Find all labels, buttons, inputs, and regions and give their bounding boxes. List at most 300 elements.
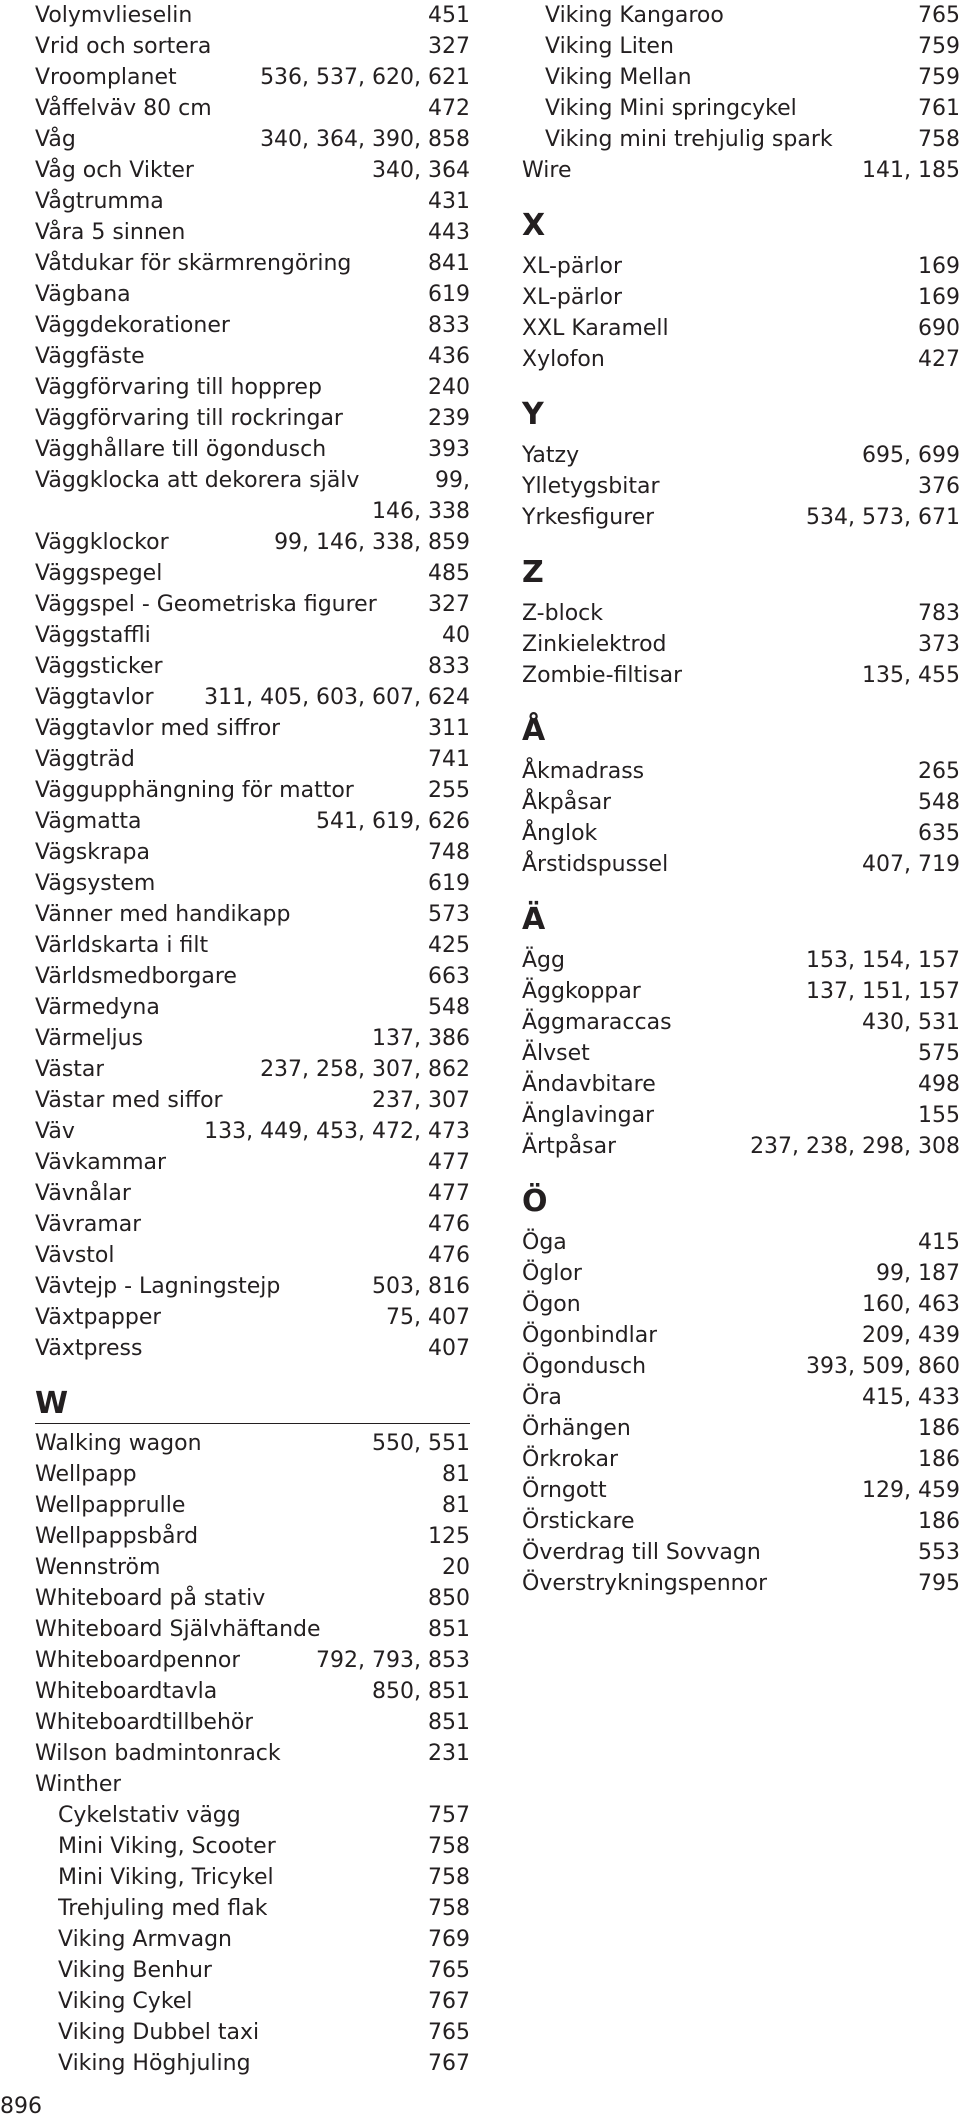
index-subentry <box>522 62 960 93</box>
entry-term: Väggspegel <box>35 561 163 586</box>
index-entry <box>522 849 960 880</box>
index-entry <box>35 1769 470 1800</box>
entry-term: Viking Kangaroo <box>545 3 724 28</box>
entry-term: Vägghållare till ögondusch <box>35 437 327 462</box>
entry-term: Väggspel - Geometriska figurer <box>35 592 377 617</box>
entry-page-numbers: 99, 146, 338, 859 <box>274 530 470 555</box>
entry-page-numbers: 436 <box>428 344 470 369</box>
entry-page-numbers: 485 <box>428 561 470 586</box>
entry-term: Mini Viking, Tricykel <box>58 1865 274 1890</box>
entry-term: Väggdekorationer <box>35 313 230 338</box>
entry-term: Väggfäste <box>35 344 145 369</box>
entry-term: Trehjuling med flak <box>58 1896 268 1921</box>
entry-page-numbers: 99, 187 <box>876 1261 960 1286</box>
index-entry <box>35 837 470 868</box>
entry-term: Väv <box>35 1119 75 1144</box>
entry-term: Winther <box>35 1772 122 1797</box>
entry-term: Öga <box>522 1230 567 1255</box>
entry-term: Ånglok <box>522 821 598 846</box>
section-letter-heading: Y <box>522 397 544 432</box>
entry-term: Vågtrumma <box>35 189 164 214</box>
entry-term: Väggklocka att dekorera själv <box>35 468 360 493</box>
entry-term: Vägsystem <box>35 871 156 896</box>
entry-page-numbers: 153, 154, 157 <box>806 948 960 973</box>
entry-term: Xylofon <box>522 347 605 372</box>
index-entry <box>522 1475 960 1506</box>
entry-term: Ögondusch <box>522 1354 647 1379</box>
entry-page-numbers: 137, 151, 157 <box>806 979 960 1004</box>
entry-term: Wennström <box>35 1555 161 1580</box>
entry-page-numbers: 133, 449, 453, 472, 473 <box>204 1119 470 1144</box>
index-entry <box>522 1537 960 1568</box>
entry-term: Vävnålar <box>35 1181 131 1206</box>
entry-page-numbers: 311 <box>428 716 470 741</box>
entry-page-numbers: 427 <box>918 347 960 372</box>
entry-term: Väggstaffli <box>35 623 151 648</box>
entry-term: Väggsticker <box>35 654 163 679</box>
index-entry <box>35 1676 470 1707</box>
entry-page-numbers: 841 <box>428 251 470 276</box>
index-entry <box>35 620 470 651</box>
entry-page-numbers: 548 <box>918 790 960 815</box>
index-entry <box>35 682 470 713</box>
entry-term: Whiteboard Självhäftande <box>35 1617 321 1642</box>
entry-page-numbers: 135, 455 <box>862 663 960 688</box>
index-entry <box>522 1289 960 1320</box>
index-entry-list <box>522 440 960 533</box>
entry-term: Vroomplanet <box>35 65 177 90</box>
entry-page-numbers: 393 <box>428 437 470 462</box>
entry-page-numbers: 75, 407 <box>386 1305 470 1330</box>
index-subentry <box>522 31 960 62</box>
entry-page-numbers: 255 <box>428 778 470 803</box>
entry-term: Vägbana <box>35 282 131 307</box>
entry-term: Yatzy <box>522 443 580 468</box>
index-subentry <box>522 124 960 155</box>
index-entry <box>522 1069 960 1100</box>
entry-term: Z-block <box>522 601 603 626</box>
index-entry <box>35 899 470 930</box>
entry-page-numbers: 376 <box>918 474 960 499</box>
entry-term: Årstidspussel <box>522 852 669 877</box>
entry-term: Whiteboardpennor <box>35 1648 241 1673</box>
index-entry <box>35 0 470 31</box>
entry-term: Wellpappsbård <box>35 1524 199 1549</box>
index-entry-list <box>522 251 960 375</box>
entry-term: Våra 5 sinnen <box>35 220 186 245</box>
entry-page-numbers: 850 <box>428 1586 470 1611</box>
entry-term: Mini Viking, Scooter <box>58 1834 276 1859</box>
index-entry-list <box>35 1428 470 2079</box>
entry-term: Walking wagon <box>35 1431 202 1456</box>
entry-term: Vävtejp - Lagningstejp <box>35 1274 281 1299</box>
entry-term: Viking Höghjuling <box>58 2051 251 2076</box>
index-entry <box>35 1054 470 1085</box>
entry-term: Wire <box>522 158 572 183</box>
entry-term: Våg och Vikter <box>35 158 194 183</box>
entry-term: Ärtpåsar <box>522 1134 617 1159</box>
entry-page-numbers: 792, 793, 853 <box>316 1648 470 1673</box>
entry-page-numbers: 757 <box>428 1803 470 1828</box>
entry-page-numbers: 373 <box>918 632 960 657</box>
index-entry <box>522 1382 960 1413</box>
section-letter-heading: Ä <box>522 902 546 937</box>
entry-term: Åkmadrass <box>522 759 645 784</box>
entry-term: Överdrag till Sovvagn <box>522 1540 761 1565</box>
index-entry <box>35 248 470 279</box>
entry-page-numbers: 81 <box>442 1462 470 1487</box>
entry-term: Viking Liten <box>545 34 674 59</box>
index-entry <box>35 434 470 465</box>
index-entry <box>522 660 960 691</box>
entry-page-numbers: 758 <box>428 1834 470 1859</box>
entry-page-numbers: 125 <box>428 1524 470 1549</box>
entry-page-numbers: 765 <box>428 1958 470 1983</box>
index-subentry <box>35 1924 470 1955</box>
index-entry <box>522 1320 960 1351</box>
entry-page-numbers: 472 <box>428 96 470 121</box>
entry-page-numbers: 741 <box>428 747 470 772</box>
entry-page-numbers: 340, 364, 390, 858 <box>260 127 470 152</box>
index-entry <box>35 1428 470 1459</box>
section-letter-heading: Z <box>522 555 544 590</box>
index-subentry <box>522 0 960 31</box>
index-entry <box>35 1738 470 1769</box>
entry-term: Världskarta i filt <box>35 933 209 958</box>
section-letter-heading: W <box>35 1383 470 1424</box>
entry-page-numbers: 160, 463 <box>862 1292 960 1317</box>
entry-term: Yrkesfigurer <box>522 505 655 530</box>
entry-page-numbers: 783 <box>918 601 960 626</box>
index-subentry <box>35 2048 470 2079</box>
entry-page-numbers: 769 <box>428 1927 470 1952</box>
entry-page-numbers: 340, 364 <box>372 158 470 183</box>
entry-term: Whiteboardtillbehör <box>35 1710 254 1735</box>
index-entry <box>522 976 960 1007</box>
entry-page-numbers: 430, 531 <box>862 1010 960 1035</box>
entry-term: Whiteboard på stativ <box>35 1586 266 1611</box>
entry-term: Viking Mini springcykel <box>545 96 797 121</box>
entry-page-numbers: 20 <box>442 1555 470 1580</box>
entry-page-numbers: 237, 258, 307, 862 <box>260 1057 470 1082</box>
entry-page-numbers: 503, 816 <box>372 1274 470 1299</box>
index-entry <box>35 310 470 341</box>
entry-term: Wellpapprulle <box>35 1493 186 1518</box>
index-entry-list <box>522 1227 960 1599</box>
entry-term: Whiteboardtavla <box>35 1679 218 1704</box>
entry-page-numbers: 765 <box>428 2020 470 2045</box>
entry-term: Väggklockor <box>35 530 169 555</box>
index-entry <box>35 217 470 248</box>
entry-term: Värmedyna <box>35 995 160 1020</box>
entry-page-numbers: 311, 405, 603, 607, 624 <box>204 685 470 710</box>
entry-term: Åkpåsar <box>522 790 612 815</box>
entry-page-numbers: 393, 509, 860 <box>806 1354 960 1379</box>
section-letter-heading: Ö <box>522 1184 548 1219</box>
index-entry <box>35 1302 470 1333</box>
index-entry <box>35 1614 470 1645</box>
index-entry <box>35 868 470 899</box>
index-entry <box>35 651 470 682</box>
index-entry <box>35 1023 470 1054</box>
entry-page-numbers: 141, 185 <box>862 158 960 183</box>
entry-term: Överstrykningspennor <box>522 1571 768 1596</box>
entry-page-numbers: 553 <box>918 1540 960 1565</box>
index-entry <box>35 403 470 434</box>
index-entry <box>35 1707 470 1738</box>
entry-page-numbers: 415 <box>918 1230 960 1255</box>
entry-term: Ylletygsbitar <box>522 474 660 499</box>
index-section <box>522 710 960 880</box>
index-entry <box>35 1085 470 1116</box>
entry-term: Viking Cykel <box>58 1989 193 2014</box>
index-entry-list <box>522 756 960 880</box>
entry-page-numbers: 425 <box>428 933 470 958</box>
entry-page-numbers: 695, 699 <box>862 443 960 468</box>
entry-term: Ögon <box>522 1292 581 1317</box>
index-entry <box>522 1506 960 1537</box>
entry-page-numbers: 407, 719 <box>862 852 960 877</box>
entry-term: Zinkielektrod <box>522 632 667 657</box>
entry-term: Viking Armvagn <box>58 1927 232 1952</box>
entry-page-numbers: 209, 439 <box>862 1323 960 1348</box>
entry-term: Väggtavlor <box>35 685 154 710</box>
entry-term: Vrid och sortera <box>35 34 212 59</box>
entry-page-numbers: 541, 619, 626 <box>316 809 470 834</box>
entry-page-numbers: 536, 537, 620, 621 <box>260 65 470 90</box>
entry-term: Cykelstativ vägg <box>58 1803 241 1828</box>
entry-term: Västar <box>35 1057 105 1082</box>
entry-term: Ägg <box>522 948 565 973</box>
index-entry <box>35 1645 470 1676</box>
section-letter-heading: X <box>522 208 546 243</box>
index-entry <box>522 471 960 502</box>
index-entry <box>522 629 960 660</box>
entry-term: Vägmatta <box>35 809 142 834</box>
index-entry <box>35 713 470 744</box>
entry-term: Vägskrapa <box>35 840 150 865</box>
index-entry <box>35 1240 470 1271</box>
index-entry-list <box>522 0 960 186</box>
entry-term: Väggförvaring till rockringar <box>35 406 343 431</box>
entry-term: Volymvlieselin <box>35 3 193 28</box>
index-subentry <box>35 1800 470 1831</box>
entry-page-numbers: 748 <box>428 840 470 865</box>
entry-term: XXL Karamell <box>522 316 669 341</box>
entry-page-numbers: 186 <box>918 1447 960 1472</box>
index-entry <box>522 502 960 533</box>
entry-term: Änglavingar <box>522 1103 655 1128</box>
entry-term: Öglor <box>522 1261 582 1286</box>
entry-term: Äggmaraccas <box>522 1010 672 1035</box>
index-section-w <box>35 1383 470 2079</box>
entry-term: Viking mini trehjulig spark <box>545 127 833 152</box>
index-entry <box>35 806 470 837</box>
entry-term: Väggförvaring till hopprep <box>35 375 322 400</box>
index-entry <box>35 62 470 93</box>
index-entry <box>35 279 470 310</box>
index-entry <box>35 1333 470 1364</box>
entry-term: Örhängen <box>522 1416 631 1441</box>
index-entry <box>35 341 470 372</box>
entry-term: Öra <box>522 1385 562 1410</box>
index-entry <box>35 527 470 558</box>
index-section <box>522 899 960 1162</box>
index-entry <box>522 1444 960 1475</box>
entry-page-numbers: 451 <box>428 3 470 28</box>
entry-page-numbers: 81 <box>442 1493 470 1518</box>
entry-term: Växtpapper <box>35 1305 162 1330</box>
index-entry <box>522 818 960 849</box>
index-entry <box>522 1131 960 1162</box>
entry-page-numbers: 851 <box>428 1710 470 1735</box>
index-entry <box>522 1568 960 1599</box>
entry-page-numbers: 767 <box>428 1989 470 2014</box>
entry-page-numbers: 663 <box>428 964 470 989</box>
index-entry <box>522 598 960 629</box>
index-entry <box>522 282 960 313</box>
entry-page-numbers: 833 <box>428 313 470 338</box>
index-entry <box>522 945 960 976</box>
index-entry-list <box>522 945 960 1162</box>
entry-page-numbers: 476 <box>428 1243 470 1268</box>
index-column-left <box>35 0 470 2079</box>
entry-term: Vävramar <box>35 1212 142 1237</box>
entry-term: Väggtavlor med siffror <box>35 716 281 741</box>
index-subentry <box>35 1862 470 1893</box>
index-section-list <box>522 205 960 1599</box>
entry-term: Wilson badmintonrack <box>35 1741 281 1766</box>
index-entry-list <box>35 0 470 1364</box>
index-entry <box>35 1209 470 1240</box>
entry-term: Örkrokar <box>522 1447 619 1472</box>
entry-page-numbers: 765 <box>918 3 960 28</box>
entry-page-numbers: 407 <box>428 1336 470 1361</box>
index-entry <box>522 1413 960 1444</box>
entry-term: Världsmedborgare <box>35 964 237 989</box>
entry-term: XL-pärlor <box>522 254 622 279</box>
entry-page-numbers: 237, 307 <box>372 1088 470 1113</box>
entry-page-numbers: 550, 551 <box>372 1431 470 1456</box>
entry-page-numbers: 265 <box>918 759 960 784</box>
entry-page-numbers: 534, 573, 671 <box>806 505 960 530</box>
entry-page-numbers: 169 <box>918 254 960 279</box>
index-subentry <box>35 1893 470 1924</box>
entry-page-numbers: 99, <box>435 468 470 493</box>
entry-page-numbers: 186 <box>918 1509 960 1534</box>
index-entry <box>35 961 470 992</box>
entry-term: Örngott <box>522 1478 607 1503</box>
index-entry <box>522 344 960 375</box>
entry-page-numbers: 795 <box>918 1571 960 1596</box>
entry-page-numbers: 575 <box>918 1041 960 1066</box>
index-entry <box>35 1116 470 1147</box>
entry-term: Vävstol <box>35 1243 115 1268</box>
index-entry <box>35 744 470 775</box>
entry-term: Västar med siffor <box>35 1088 223 1113</box>
index-entry <box>35 155 470 186</box>
entry-page-numbers: 186 <box>918 1416 960 1441</box>
entry-term: Väggträd <box>35 747 135 772</box>
entry-term: Ändavbitare <box>522 1072 656 1097</box>
entry-term: Äggkoppar <box>522 979 641 1004</box>
entry-term: XL-pärlor <box>522 285 622 310</box>
index-entry <box>35 1552 470 1583</box>
index-entry <box>35 1521 470 1552</box>
index-entry <box>522 1227 960 1258</box>
index-entry <box>522 1258 960 1289</box>
entry-page-numbers: 758 <box>428 1865 470 1890</box>
entry-page-numbers: 240 <box>428 375 470 400</box>
entry-page-numbers: 476 <box>428 1212 470 1237</box>
index-section <box>522 394 960 533</box>
entry-page-numbers: 850, 851 <box>372 1679 470 1704</box>
entry-page-numbers: 761 <box>918 96 960 121</box>
index-section <box>522 205 960 375</box>
entry-page-numbers: 498 <box>918 1072 960 1097</box>
entry-term: Värmeljus <box>35 1026 144 1051</box>
index-entry <box>35 93 470 124</box>
entry-term: Örstickare <box>522 1509 635 1534</box>
index-subentry <box>522 93 960 124</box>
index-entry <box>35 1178 470 1209</box>
index-entry <box>35 1583 470 1614</box>
entry-page-numbers: 415, 433 <box>862 1385 960 1410</box>
index-entry <box>35 372 470 403</box>
index-entry <box>35 930 470 961</box>
entry-page-numbers: 851 <box>428 1617 470 1642</box>
index-entry <box>522 756 960 787</box>
entry-page-numbers: 635 <box>918 821 960 846</box>
entry-page-numbers: 759 <box>918 65 960 90</box>
index-entry <box>35 1459 470 1490</box>
section-letter-heading: Å <box>522 713 546 748</box>
entry-page-numbers: 169 <box>918 285 960 310</box>
index-entry <box>522 313 960 344</box>
entry-term: Wellpapp <box>35 1462 137 1487</box>
index-entry <box>522 251 960 282</box>
index-entry <box>35 186 470 217</box>
index-entry <box>35 31 470 62</box>
entry-term: Väggupphängning för mattor <box>35 778 354 803</box>
index-section <box>522 552 960 691</box>
entry-term: Ögonbindlar <box>522 1323 658 1348</box>
entry-page-numbers: 477 <box>428 1150 470 1175</box>
entry-page-numbers: 137, 386 <box>372 1026 470 1051</box>
entry-term: Vävkammar <box>35 1150 167 1175</box>
entry-page-numbers: 758 <box>918 127 960 152</box>
index-entry <box>35 992 470 1023</box>
entry-page-numbers: 155 <box>918 1103 960 1128</box>
entry-page-numbers: 129, 459 <box>862 1478 960 1503</box>
index-entry <box>35 1490 470 1521</box>
entry-page-numbers: 758 <box>428 1896 470 1921</box>
index-subentry <box>35 1986 470 2017</box>
entry-page-numbers: 548 <box>428 995 470 1020</box>
index-entry <box>522 440 960 471</box>
entry-term: Växtpress <box>35 1336 143 1361</box>
entry-page-numbers: 619 <box>428 282 470 307</box>
entry-page-numbers: 239 <box>428 406 470 431</box>
entry-term: Våg <box>35 127 76 152</box>
entry-term: Älvset <box>522 1041 590 1066</box>
index-section <box>522 1181 960 1599</box>
entry-page-numbers: 327 <box>428 34 470 59</box>
index-entry <box>522 787 960 818</box>
index-column-right <box>522 0 960 1599</box>
index-entry <box>522 1351 960 1382</box>
index-entry <box>35 775 470 806</box>
